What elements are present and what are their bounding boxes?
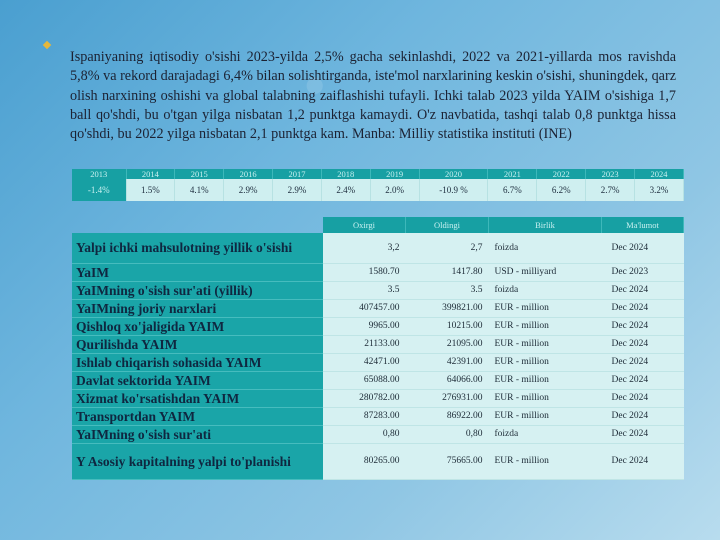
date-cell: Dec 2024 — [602, 335, 684, 353]
row-label: YaIMning joriy narxlari — [72, 299, 323, 317]
year-value-cell: 6.7% — [488, 179, 537, 201]
year-cell: 2014 — [126, 169, 175, 179]
years-value-row — [72, 179, 684, 201]
row-label: Xizmat ko'rsatishdan YAIM — [72, 389, 323, 407]
table-row — [72, 353, 684, 371]
year-value-cell: -1.4% — [72, 179, 126, 201]
year-value-cell: 6.2% — [537, 179, 586, 201]
previous-value: 0,80 — [406, 425, 489, 443]
last-value: 1580.70 — [323, 263, 406, 281]
table-row — [72, 443, 684, 479]
header-previous: Oldingi — [406, 217, 489, 233]
date-cell: Dec 2024 — [602, 371, 684, 389]
year-cell: 2020 — [419, 169, 488, 179]
year-cell: 2023 — [586, 169, 635, 179]
year-cell: 2022 — [537, 169, 586, 179]
previous-value: 64066.00 — [406, 371, 489, 389]
table-row — [72, 317, 684, 335]
last-value: 42471.00 — [323, 353, 406, 371]
year-value-cell: 2.0% — [370, 179, 419, 201]
year-value-cell: 2.4% — [321, 179, 370, 201]
last-value: 9965.00 — [323, 317, 406, 335]
last-value: 280782.00 — [323, 389, 406, 407]
table-row — [72, 389, 684, 407]
unit-cell: EUR - million — [489, 389, 602, 407]
year-value-cell: 3.2% — [635, 179, 684, 201]
unit-cell: EUR - million — [489, 443, 602, 479]
header-unit: Birlik — [489, 217, 602, 233]
unit-cell: foizda — [489, 233, 602, 263]
header-blank — [72, 217, 323, 233]
date-cell: Dec 2024 — [602, 389, 684, 407]
date-cell: Dec 2024 — [602, 425, 684, 443]
last-value: 3,2 — [323, 233, 406, 263]
unit-cell: foizda — [489, 425, 602, 443]
row-label: Yalpi ichki mahsulotning yillik o'sishi — [72, 233, 323, 263]
year-cell: 2017 — [273, 169, 322, 179]
year-value-cell: 2.7% — [586, 179, 635, 201]
date-cell: Dec 2024 — [602, 353, 684, 371]
unit-cell: EUR - million — [489, 371, 602, 389]
date-cell: Dec 2024 — [602, 281, 684, 299]
header-date: Ma'lumot — [602, 217, 684, 233]
table-row — [72, 263, 684, 281]
table-row — [72, 299, 684, 317]
previous-value: 276931.00 — [406, 389, 489, 407]
last-value: 87283.00 — [323, 407, 406, 425]
previous-value: 399821.00 — [406, 299, 489, 317]
unit-cell: EUR - million — [489, 335, 602, 353]
table-body — [72, 233, 684, 479]
previous-value: 42391.00 — [406, 353, 489, 371]
table-row — [72, 233, 684, 263]
year-cell: 2018 — [321, 169, 370, 179]
table-row — [72, 281, 684, 299]
previous-value: 21095.00 — [406, 335, 489, 353]
table-row — [72, 425, 684, 443]
date-cell: Dec 2024 — [602, 233, 684, 263]
last-value: 0,80 — [323, 425, 406, 443]
watermark-decoration: • — [300, 60, 330, 114]
gdp-indicators-table — [72, 217, 684, 480]
row-label: Davlat sektorida YAIM — [72, 371, 323, 389]
date-cell: Dec 2024 — [602, 443, 684, 479]
intro-paragraph: Ispaniyaning iqtisodiy o'sishi 2023-yilda 2,5% gacha sekinlashdi, 2022 va 2021-yillarda mos ravishda 5,8% va rekord darajadagi 6,4% bilan solishtirganda, iste'mol narxlarining keskin o'sishi, shuningdek, qarz olish narxining oshishi va global talabning zaiflashishi tufayli. Ichki talab 2023 yilda YAIM o'sishiga 1,7 ball qo'shdi, bu o'tgan yilga nisbatan 1,2 punktga kamaydi. O'z navbatida, tashqi talab 0,8 punktga hissa qo'shdi, bu 2022 yilga nisbatan 2,1 punktga kam. Manba: Milliy statistika instituti (INE) — [70, 49, 676, 143]
row-label: YaIMning o'sish sur'ati (yillik) — [72, 281, 323, 299]
previous-value: 1417.80 — [406, 263, 489, 281]
row-label: Transportdan YAIM — [72, 407, 323, 425]
year-cell: 2015 — [175, 169, 224, 179]
table-row — [72, 407, 684, 425]
year-value-cell: -10.9 % — [419, 179, 488, 201]
year-value-cell: 1.5% — [126, 179, 175, 201]
previous-value: 3.5 — [406, 281, 489, 299]
date-cell: Dec 2024 — [602, 299, 684, 317]
row-label: YaIMning o'sish sur'ati — [72, 425, 323, 443]
row-label: Ishlab chiqarish sohasida YAIM — [72, 353, 323, 371]
row-label: Y Asosiy kapitalning yalpi to'planishi — [72, 443, 323, 479]
previous-value: 86922.00 — [406, 407, 489, 425]
header-last: Oxirgi — [323, 217, 406, 233]
date-cell: Dec 2023 — [602, 263, 684, 281]
year-cell: 2019 — [370, 169, 419, 179]
unit-cell: EUR - million — [489, 299, 602, 317]
unit-cell: EUR - million — [489, 353, 602, 371]
yearly-growth-table — [72, 169, 684, 201]
table-row — [72, 371, 684, 389]
date-cell: Dec 2024 — [602, 317, 684, 335]
last-value: 65088.00 — [323, 371, 406, 389]
row-label: YaIM — [72, 263, 323, 281]
year-value-cell: 4.1% — [175, 179, 224, 201]
last-value: 3.5 — [323, 281, 406, 299]
unit-cell: USD - milliyard — [489, 263, 602, 281]
last-value: 407457.00 — [323, 299, 406, 317]
last-value: 80265.00 — [323, 443, 406, 479]
row-label: Qishloq xo'jaligida YAIM — [72, 317, 323, 335]
year-cell: 2013 — [72, 169, 126, 179]
year-value-cell: 2.9% — [224, 179, 273, 201]
year-cell: 2016 — [224, 169, 273, 179]
table-row — [72, 335, 684, 353]
previous-value: 75665.00 — [406, 443, 489, 479]
table-header-row — [72, 217, 684, 233]
row-label: Qurilishda YAIM — [72, 335, 323, 353]
year-cell: 2024 — [635, 169, 684, 179]
unit-cell: foizda — [489, 281, 602, 299]
previous-value: 10215.00 — [406, 317, 489, 335]
last-value: 21133.00 — [323, 335, 406, 353]
unit-cell: EUR - million — [489, 407, 602, 425]
years-header-row — [72, 169, 684, 179]
year-value-cell: 2.9% — [273, 179, 322, 201]
unit-cell: EUR - million — [489, 317, 602, 335]
year-cell: 2021 — [488, 169, 537, 179]
date-cell: Dec 2024 — [602, 407, 684, 425]
previous-value: 2,7 — [406, 233, 489, 263]
bullet-icon — [43, 41, 51, 49]
